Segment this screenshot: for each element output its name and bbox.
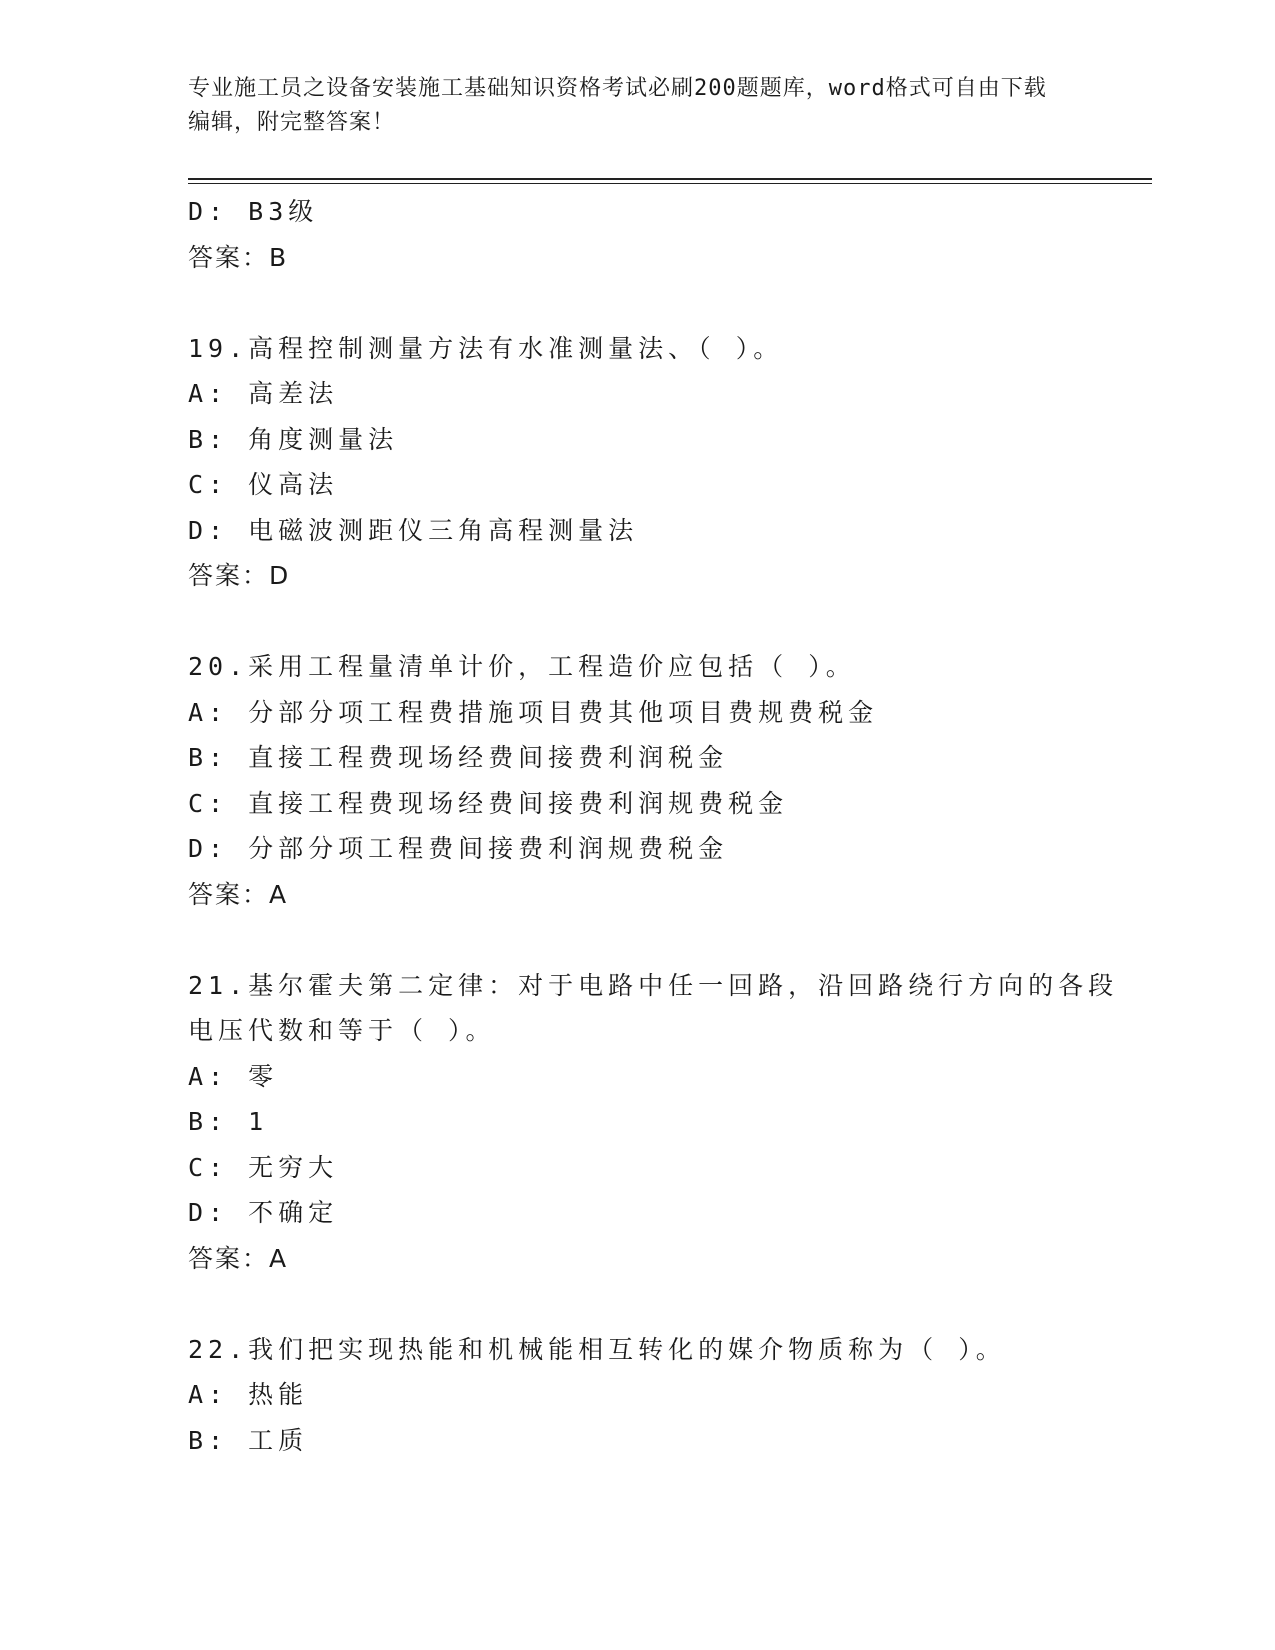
answer: 答案：D bbox=[188, 561, 291, 590]
question-text-line-2: 电压代数和等于（ ）。 bbox=[188, 1016, 496, 1045]
header-divider-thin bbox=[188, 183, 1152, 184]
option-a: A: 热能 bbox=[188, 1380, 309, 1409]
option-a: A: 高差法 bbox=[188, 379, 339, 408]
option-a: A: 零 bbox=[188, 1061, 279, 1091]
answer: 答案：A bbox=[188, 1243, 289, 1273]
question-text: 20.采用工程量清单计价，工程造价应包括（ ）。 bbox=[188, 652, 856, 681]
question-text-line-1: 21.基尔霍夫第二定律：对于电路中任一回路，沿回路绕行方向的各段 bbox=[188, 970, 1119, 1000]
page-header: 专业施工员之设备安装施工基础知识资格考试必刷200题题库，word格式可自由下载编辑，附完整答案！ bbox=[188, 76, 1047, 135]
option-b: B: 直接工程费现场经费间接费利润税金 bbox=[188, 743, 729, 772]
option-a: A: 分部分项工程费措施项目费其他项目费规费税金 bbox=[188, 697, 879, 727]
answer: 答案：A bbox=[188, 879, 289, 909]
question-21 bbox=[188, 963, 1119, 1282]
answer: 答案：B bbox=[188, 242, 289, 272]
question-20 bbox=[188, 644, 1088, 917]
option-d: D: 电磁波测距仪三角高程测量法 bbox=[188, 515, 639, 545]
option-d: D: 分部分项工程费间接费利润规费税金 bbox=[188, 834, 729, 863]
question-22 bbox=[188, 1327, 1088, 1464]
option-d: D: 不确定 bbox=[188, 1198, 339, 1227]
question-text: 19.高程控制测量方法有水准测量法、（ ）。 bbox=[188, 333, 784, 363]
option-b: B: 角度测量法 bbox=[188, 424, 399, 454]
option-d: D: B3级 bbox=[188, 197, 319, 226]
option-b: B: 工质 bbox=[188, 1425, 309, 1455]
option-c: C: 直接工程费现场经费间接费利润规费税金 bbox=[188, 788, 789, 818]
question-text: 22.我们把实现热能和机械能相互转化的媒介物质称为（ ）。 bbox=[188, 1334, 1006, 1364]
document-body bbox=[188, 189, 1119, 1463]
option-c: C: 无穷大 bbox=[188, 1152, 339, 1182]
option-c: C: 仪高法 bbox=[188, 470, 339, 499]
question-19 bbox=[188, 326, 1088, 599]
option-b: B: 1 bbox=[188, 1107, 269, 1136]
header-divider-thick bbox=[188, 178, 1152, 180]
